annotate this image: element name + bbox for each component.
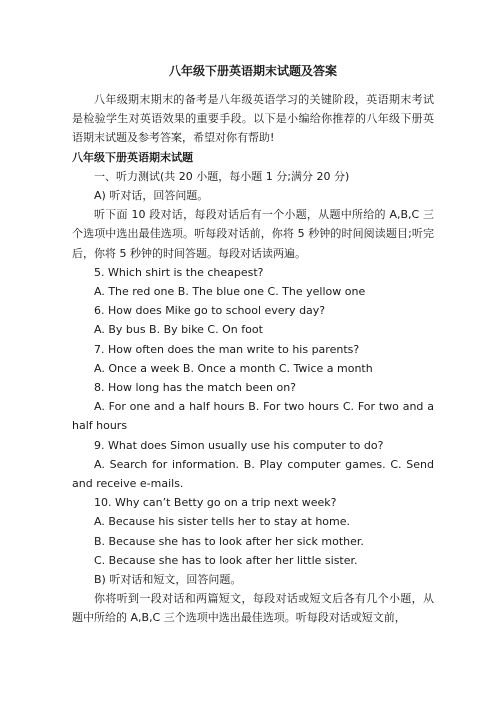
document-body <box>72 90 434 628</box>
paragraph: 一、听力测试(共 20 小题，每小题 1 分;满分 20 分) <box>94 169 350 183</box>
paragraph: C. Because she has to look after her little sister. <box>94 553 358 567</box>
paragraph: 10. Why can’t Betty go on a trip next week? <box>94 496 337 510</box>
paragraph: A. Because his sister tells her to stay at home. <box>94 515 351 529</box>
paragraph: 7. How often does the man write to his parents? <box>94 342 360 356</box>
paragraph: A. By bus B. By bike C. On foot <box>94 323 263 337</box>
paragraph: B. Because she has to look after her sick mother. <box>94 534 364 548</box>
paragraph: 8. How long has the match been on? <box>94 381 297 395</box>
section-heading: 八年级下册英语期末试题 <box>72 150 193 164</box>
paragraph: 你将听到一段对话和两篇短文，每段对话或短文后各有几个小题，从题中所给的 A,B,C 三个选项中选出最佳选项。听每段对话或短文前， <box>72 592 434 625</box>
paragraph: A. Once a week B. Once a month C. Twice a month <box>94 361 373 375</box>
paragraph: 5. Which shirt is the cheapest? <box>94 265 264 279</box>
paragraph: 9. What does Simon usually use his computer to do? <box>94 438 384 452</box>
paragraph: 听下面 10 段对话，每段对话后有一个小题，从题中所给的 A,B,C 三个选项中选出最佳选项。听每段对话前，你将 5 秒钟的时间阅读题目;听完后，你将 5 秒钟的时间答题。每段对话读两遍。 <box>72 208 434 260</box>
document-title: 八年级下册英语期末试题及答案 <box>168 64 337 78</box>
paragraph: B) 听对话和短文，回答问题。 <box>94 573 242 587</box>
paragraph: A) 听对话，回答问题。 <box>94 189 209 203</box>
paragraph: A. For one and a half hours B. For two hours C. For two and a half hours <box>72 400 434 433</box>
paragraph: 八年级期末期末的备考是八年级英语学习的关键阶段，英语期末考试是检验学生对英语效果的重要手段。以下是小编给你推荐的八年级下册英语期末试题及参考答案，希望对你有帮助! <box>72 93 434 145</box>
paragraph: A. Search for information. B. Play computer games. C. Send and receive e-mails. <box>72 457 434 491</box>
paragraph: 6. How does Mike go to school every day? <box>94 304 326 318</box>
paragraph: A. The red one B. The blue one C. The yellow one <box>94 285 366 299</box>
